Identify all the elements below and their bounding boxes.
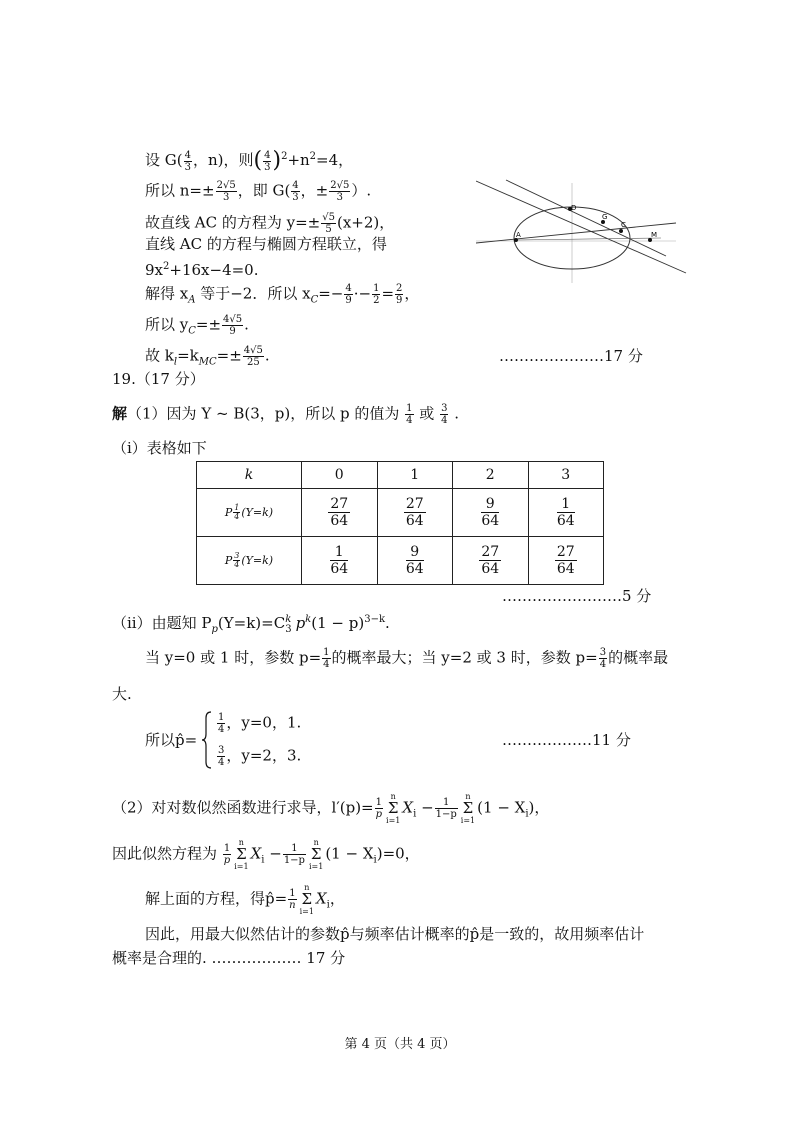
table-header-cell: 3 <box>528 462 604 489</box>
label-D: D <box>571 204 577 212</box>
score-11: ………………11 分 <box>502 731 631 749</box>
ellipse-figure <box>476 178 696 288</box>
line-AC <box>516 238 661 240</box>
table-row <box>197 537 604 585</box>
table-cell: $\frac{9}{64}$ <box>377 537 453 585</box>
conclusion-line-1: 因此，用最大似然估计的参数p̂与频率估计概率的p̂是一致的，故用频率估计 <box>145 925 645 943</box>
case-line-2: $\frac{3}{4}$ ，y=2，3. <box>218 745 302 768</box>
label-M: M <box>651 231 658 239</box>
table-header-cell: 2 <box>453 462 529 489</box>
p-hat-label: 所以p̂= <box>145 731 198 749</box>
q19-part1: 解（1）因为 Y ~ B(3，p)，所以 p 的值为 $\frac{1}{4}$ 或 $\frac{3}{4}$ . <box>112 403 460 426</box>
score-17-sec18: …………………17 分 <box>499 347 643 365</box>
row-label-p-three-quarter: P $\frac{3}{4}$ (Y=k) <box>197 537 302 585</box>
part-i-heading: （i）表格如下 <box>112 439 207 457</box>
solve-equation: 解上面的方程，得p̂= $\frac{1}{n}$ n Σ i=1 $X_i$， <box>145 883 345 916</box>
label-C: C <box>621 221 626 229</box>
line-through-D <box>476 181 686 273</box>
table-cell: $\frac{27}{64}$ <box>377 489 453 537</box>
line-set-G: 设 G( $\frac{4}{3}$ ，n)，则( $\frac{4}{3}$ )$^2+n^2=4$， <box>145 148 354 173</box>
max-prob-line: 当 y=0 或 1 时，参数 p= $\frac{1}{4}$ 的概率最大；当 y=2 或 3 时，参数 p= $\frac{3}{4}$ 的概率最 <box>145 647 669 670</box>
score-5: ……………………5 分 <box>502 587 652 605</box>
line-AC-equation: 故直线 AC 的方程为 y=± $\frac{√5}{5}$ (x+2)， <box>145 212 395 235</box>
line-quadratic: $9x^2+16x-4=0$. <box>145 261 259 279</box>
row-label-p-quarter: P $\frac{1}{4}$ (Y=k) <box>197 489 302 537</box>
q19-title: 19.（17 分） <box>112 370 205 388</box>
max-prob-line-cont: 大. <box>112 685 132 703</box>
table-cell: $\frac{9}{64}$ <box>453 489 529 537</box>
table-cell: $\frac{27}{64}$ <box>528 537 604 585</box>
table-cell: $\frac{27}{64}$ <box>302 489 378 537</box>
page-footer: 第 4 页（共 4 页） <box>344 1037 456 1052</box>
line-solve-xC: 解得 $x_A$ 等于−2．所以 $x_C=-$ $\frac{4}{9}$ ·− $\frac{1}{2}$ = $\frac{2}{9}$ ， <box>145 283 420 306</box>
line-slope: 故 $k_l=k_{MC}=\pm$ $\frac{4√5}{25}$ . <box>145 345 270 368</box>
conclusion-line-2: 概率是合理的. ……………… 17 分 <box>112 949 346 967</box>
table-header-row <box>197 462 604 489</box>
table-cell: $\frac{1}{64}$ <box>528 489 604 537</box>
label-A: A <box>516 231 521 239</box>
brace-icon <box>201 710 213 770</box>
table-header-cell: 0 <box>302 462 378 489</box>
likelihood-equation: 因此似然方程为 $\frac{1}{p}$ n Σ i=1 $X_i$ − $\frac{1}{1-p}$ n Σ i=1 $(1 - X_i)=0$， <box>112 838 420 871</box>
case-line-1: $\frac{1}{4}$ ，y=0，1. <box>218 712 302 735</box>
line-yC: 所以 $y_C=\pm$ $\frac{4√5}{9}$ . <box>145 314 249 337</box>
part-ii-formula: （ii）由题知 $P_p(Y=k)=C$ $_{k 3}$ $p^k(1 - p)^{3-k}$. <box>112 614 390 635</box>
table-cell: $\frac{27}{64}$ <box>453 537 529 585</box>
point-C <box>619 229 623 233</box>
probability-table <box>196 461 604 585</box>
line-n-value: 所以 n=± $\frac{2√5}{3}$ ，即 G( $\frac{4}{3}$ ，± $\frac{2√5}{3}$ ）. <box>145 180 372 203</box>
line-AM <box>476 223 676 243</box>
table-row <box>197 489 604 537</box>
line-DC <box>506 180 666 256</box>
table-cell: $\frac{1}{64}$ <box>302 537 378 585</box>
table-header-cell: 1 <box>377 462 453 489</box>
part-2-derivative: （2）对对数似然函数进行求导，l′(p)= $\frac{1}{p}$ n Σ i=1 $X_i$ − $\frac{1}{1-p}$ n Σ i=1 $(1 - X_i)$， <box>112 792 550 825</box>
line-combine: 直线 AC 的方程与椭圆方程联立，得 <box>145 235 387 253</box>
table-header-k: k <box>197 462 302 489</box>
label-G: G <box>602 213 608 221</box>
